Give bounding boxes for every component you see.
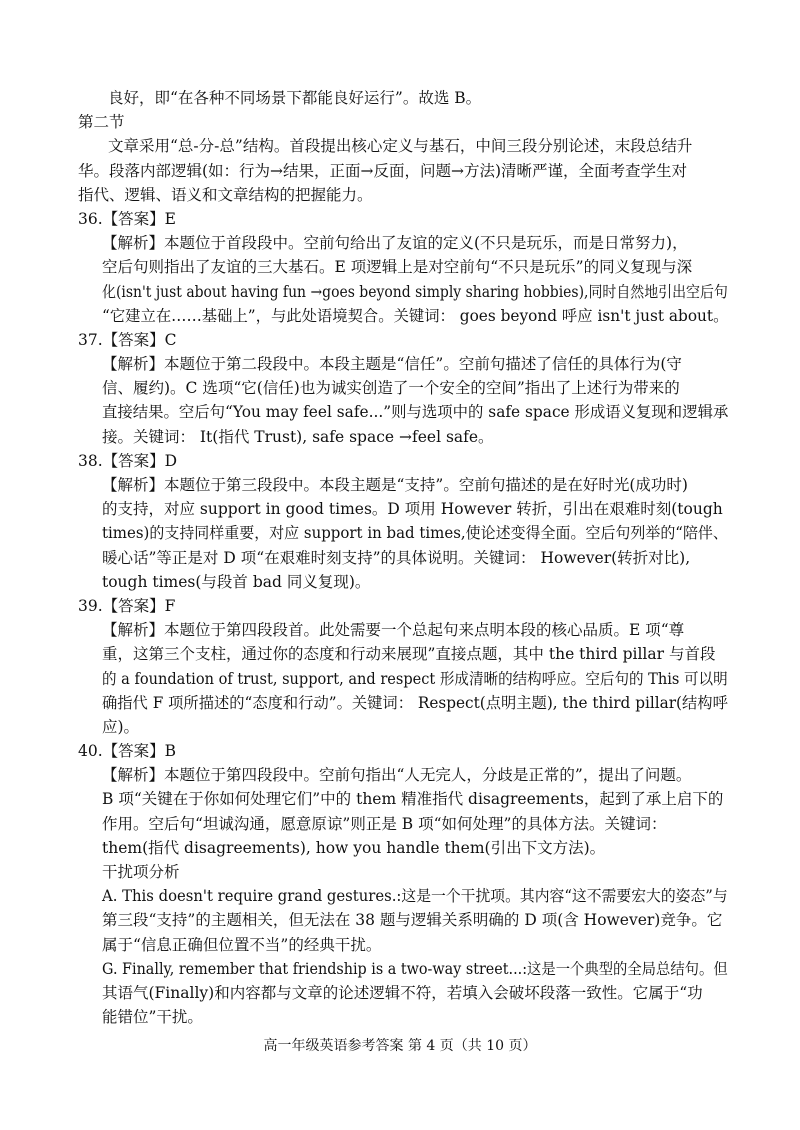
analysis-line: them(指代 disagreements), how you handle them(引出下文方法)。 [102,838,606,857]
text-line: 文章采用“总-分-总”结构。首段提出核心定义与基石，中间三段分别论述，末段总结升 [108,137,693,156]
analysis-line: 确指代 F 项所描述的“态度和行动”。关键词： Respect(点明主题), the third pillar(结构呼 [102,693,728,712]
analysis-line: 接。关键词： It(指代 Trust), safe space →feel safe。 [102,427,494,446]
analysis-line: 重，这第三个支柱，通过你的态度和行动来展现”直接点题，其中 the third pillar 与首段 [102,645,716,664]
analysis-line: 【解析】本题位于第四段段中。空前句指出“人无完人，分歧是正常的”，提出了问题。 [102,766,692,785]
analysis-line: 直接结果。空后句“You may feel safe...”则与选项中的 safe space 形成语义复现和逻辑承 [102,403,729,422]
analysis-line: 作用。空后句“坦诚沟通，愿意原谅”则正是 B 项“如何处理”的具体方法。关键词： [102,814,667,833]
analysis-line: 化(isn't just about having fun →goes beyond simply sharing hobbies),同时自然地引出空后句 [102,282,728,301]
distractor-line: 能错位”干扰。 [102,1008,203,1027]
analysis-line: 信、履约)。C 选项“它(信任)也为诚实创造了一个安全的空间”指出了上述行为带来的 [102,379,680,398]
answer-heading-37: 37.【答案】C [78,330,177,349]
analysis-line: 【解析】本题位于第二段段中。本段主题是“信任”。空前句描述了信任的具体行为(守 [102,355,682,374]
analysis-line: 暖心话”等正是对 D 项“在艰难时刻支持”的具体说明。关键词： However(转折对比), [102,548,691,567]
analysis-line: 的 a foundation of trust, support, and respect 形成清晰的结构呼应。空后句的 This 可以明 [102,669,728,688]
analysis-line: tough times(与段首 bad 同义复现)。 [102,572,371,591]
analysis-line: 【解析】本题位于第三段段中。本段主题是“支持”。空前句描述的是在好时光(成功时) [102,476,688,494]
distractor-line: 其语气(Finally)和内容都与文章的论述逻辑不符，若填入会破坏段落一致性。它属于“功 [102,983,703,1002]
analysis-line: 【解析】本题位于首段段中。空前句给出了友谊的定义(不只是玩乐，而是日常努力)， [102,234,688,253]
analysis-line: 的支持，对应 support in good times。D 项用 However 转折，引出在艰难时刻(tough [102,500,723,519]
text-line: 华。段落内部逻辑(如：行为→结果，正面→反面，问题→方法)清晰严谨，全面考查学生对 [78,161,688,180]
analysis-line: “它建立在……基础上”，与此处语境契合。关键词： goes beyond 呼应 isn't just about。 [102,306,729,325]
analysis-line: 【解析】本题位于第四段段首。此处需要一个总起句来点明本段的核心品质。E 项“尊 [102,621,685,640]
answer-heading-36: 36.【答案】E [78,209,176,228]
analysis-line: times)的支持同样重要，对应 support in bad times,使论述变得全面。空后句列举的“陪伴、 [102,524,728,543]
distractor-heading: 干扰项分析 [102,863,180,881]
analysis-line: 应)。 [102,717,140,736]
answer-heading-39: 39.【答案】F [78,596,176,615]
distractor-line: G. Finally, remember that friendship is a two-way street...:这是一个典型的全局总结句。但 [102,959,728,978]
analysis-line: 空后句则指出了友谊的三大基石。E 项逻辑上是对空前句“不只是玩乐”的同义复现与深 [102,258,693,277]
answer-heading-40: 40.【答案】B [78,742,177,761]
distractor-line: A. This doesn't require grand gestures.:这是一个干扰项。其内容“这不需要宏大的姿态”与 [102,887,728,906]
distractor-line: 属于“信息正确但位置不当”的经典干扰。 [102,935,382,954]
distractor-line: 第三段“支持”的主题相关，但无法在 38 题与逻辑关系明确的 D 项(含 However)竞争。它 [102,911,723,930]
text-line: 良好，即“在各种不同场景下都能良好运行”。故选 B。 [108,89,482,107]
text-line: 指代、逻辑、语义和文章结构的把握能力。 [78,185,373,204]
section-heading: 第二节 [78,113,125,132]
analysis-line: B 项“关键在于你如何处理它们”中的 them 精准指代 disagreements，起到了承上启下的 [102,790,724,809]
page-footer: 高一年级英语参考答案 第 4 页（共 10 页） [263,1038,537,1054]
answer-heading-38: 38.【答案】D [78,451,178,470]
page-body [78,86,728,1029]
